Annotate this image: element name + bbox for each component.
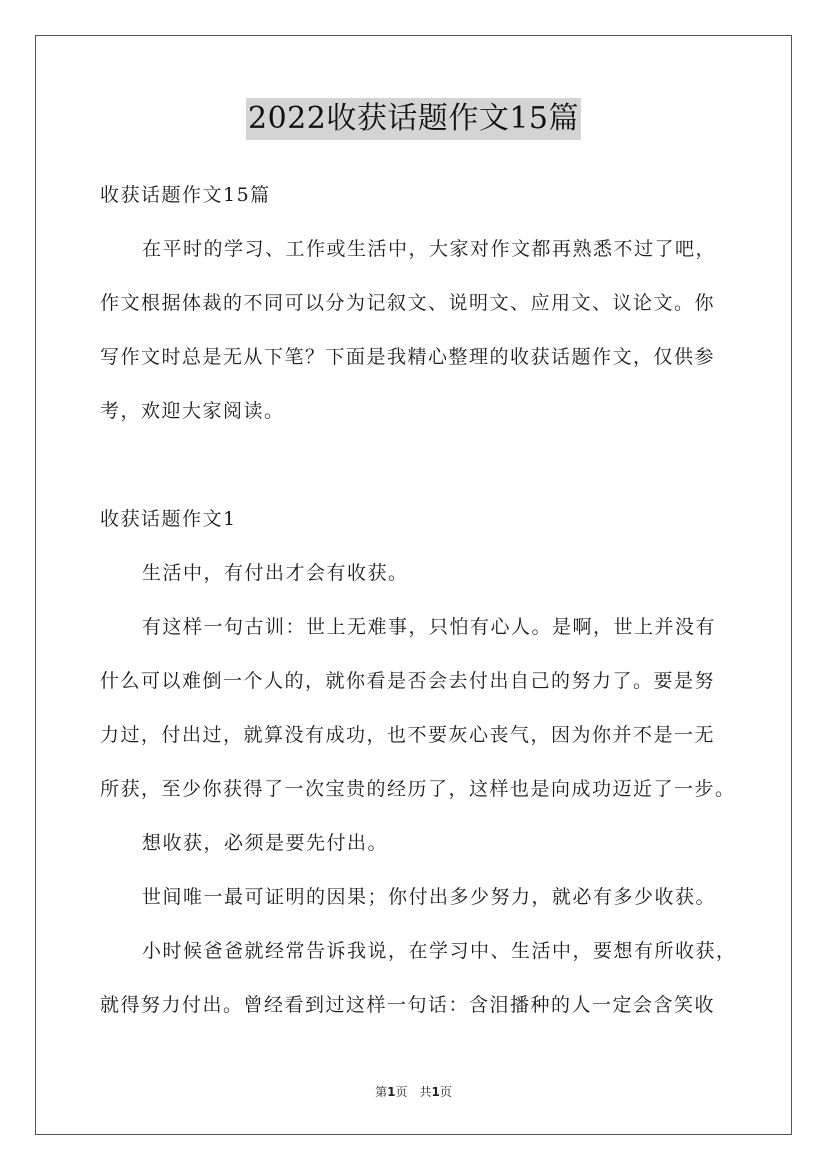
- section-line-7: 世间唯一最可证明的因果；你付出多少努力，就必有多少收获。: [142, 886, 717, 908]
- title-container: [0, 98, 827, 140]
- footer-total-number: 1: [431, 1085, 440, 1099]
- document-title: 2022收获话题作文15篇: [246, 98, 581, 140]
- intro-line-1: 在平时的学习、工作或生活中，大家对作文都再熟悉不过了吧，: [142, 238, 717, 260]
- document-subtitle: 收获话题作文15篇: [100, 184, 271, 206]
- section-line-1: 生活中，有付出才会有收获。: [142, 562, 409, 584]
- footer-page-suffix: 页: [395, 1085, 408, 1099]
- footer-page-number: 1: [387, 1085, 396, 1099]
- paragraph-gap: [100, 438, 740, 492]
- section-heading: 收获话题作文1: [100, 508, 237, 530]
- section-line-6: 想收获，必须是要先付出。: [142, 832, 389, 854]
- section-line-3: 什么可以难倒一个人的，就你看是否会去付出自己的努力了。要是努: [100, 670, 716, 692]
- section-line-8: 小时候爸爸就经常告诉我说，在学习中、生活中，要想有所收获，: [142, 940, 737, 962]
- section-line-9: 就得努力付出。曾经看到过这样一句话：含泪播种的人一定会含笑收: [100, 994, 716, 1016]
- document-body: [100, 168, 740, 1032]
- footer-total-suffix: 页: [439, 1085, 452, 1099]
- intro-line-2: 作文根据体裁的不同可以分为记叙文、说明文、应用文、议论文。你: [100, 292, 716, 314]
- section-line-2: 有这样一句古训：世上无难事，只怕有心人。是啊，世上并没有: [142, 616, 717, 638]
- page-footer: [0, 1083, 827, 1100]
- footer-total-prefix: 共: [419, 1085, 432, 1099]
- section-line-4: 力过，付出过，就算没有成功，也不要灰心丧气，因为你并不是一无: [100, 724, 716, 746]
- footer-page-prefix: 第: [375, 1085, 388, 1099]
- intro-line-4: 考，欢迎大家阅读。: [100, 400, 285, 422]
- intro-line-3: 写作文时总是无从下笔？下面是我精心整理的收获话题作文，仅供参: [100, 346, 716, 368]
- section-line-5: 所获，至少你获得了一次宝贵的经历了，这样也是向成功迈近了一步。: [100, 778, 736, 800]
